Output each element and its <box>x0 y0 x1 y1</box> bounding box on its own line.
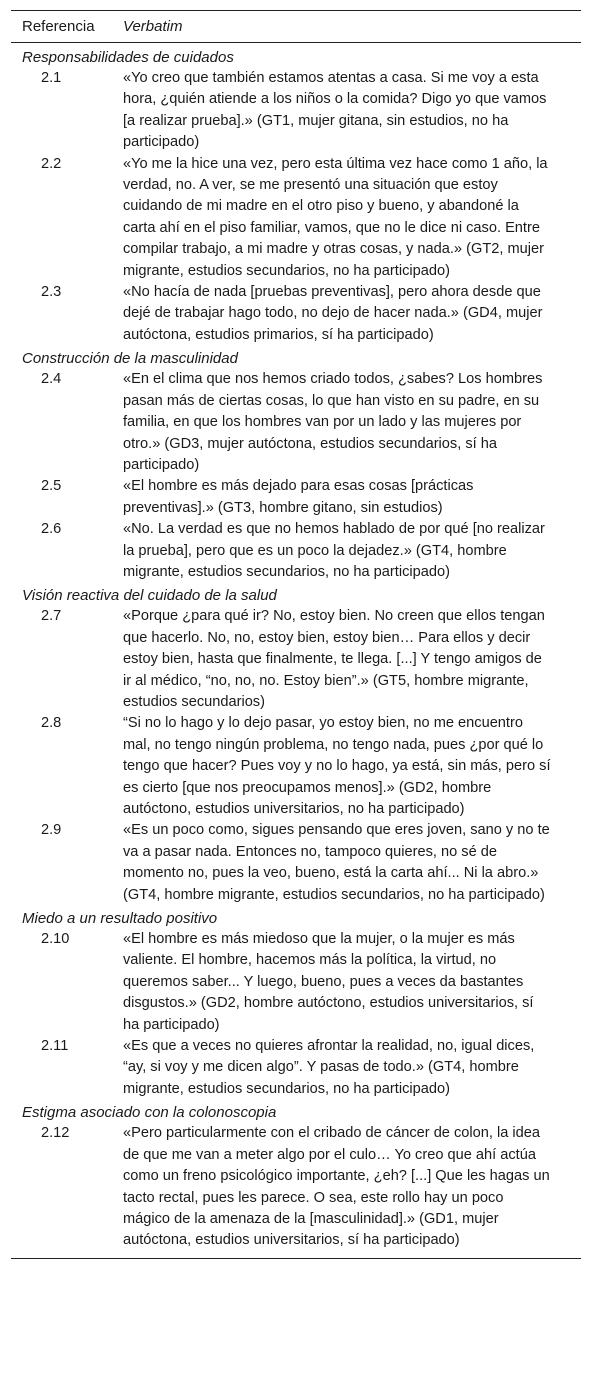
row-verbatim: «Es un poco como, sigues pensando que eres joven, sano y no te va a pasar nada. Entonces no, tampoco quieres, no sé de momento no, pues la veo, bueno, está la carta ahí... Ni la abro.» (GT4, hombre migrante, estudios secundarios, no ha participado) <box>123 822 550 903</box>
table-row <box>11 282 581 346</box>
row-reference: 2.10 <box>41 931 70 948</box>
row-verbatim: «El hombre es más miedoso que la mujer, o la mujer es más valiente. El hombre, hacemos más la política, la virtud, no queremos saber... Y luego, bueno, pues a veces da bastantes disgustos.» (GD2, hombre autóctono, estudios universitarios, sí ha participado) <box>123 931 534 1033</box>
table-row <box>11 369 581 476</box>
table-row <box>11 154 581 282</box>
table-bottom-rule <box>11 1258 581 1259</box>
table-row <box>11 519 581 583</box>
row-verbatim: «Yo creo que también estamos atentas a casa. Si me voy a esta hora, ¿quién atiende a los niños o la comida? Digo yo que vamos [a realizar prueba].» (GT1, mujer gitana, sin estudios, no ha participado) <box>123 70 547 151</box>
row-reference: 2.6 <box>41 521 62 538</box>
row-reference: 2.4 <box>41 371 62 388</box>
row-reference: 2.11 <box>41 1038 69 1055</box>
table-row <box>11 1036 581 1100</box>
table-row <box>11 820 581 906</box>
row-verbatim: «El hombre es más dejado para esas cosas [prácticas preventivas].» (GT3, hombre gitano, sin estudios) <box>123 478 474 516</box>
row-verbatim: «Pero particularmente con el cribado de cáncer de colon, la idea de que me van a meter algo por el culo… Yo creo que ahí actúa como un freno psicológico importante, ¿eh? [...] Que les hagas un tacto rectal, pues les parece. O sea, este rollo hay un poco mágico de la amenaza de la [masculinidad].» (GD1, mujer autóctona, estudios universitarios, sí ha participado) <box>123 1125 550 1249</box>
section-title: Responsabilidades de cuidados <box>22 49 234 66</box>
row-verbatim: “Si no lo hago y lo dejo pasar, yo estoy bien, no me encuentro mal, no tengo ningún problema, no tengo nada, pues ¿por qué lo tengo que hacer? Pues voy y no lo hago, ya está, sin más, pero sí es cierto [que nos preocupamos menos].» (GD2, hombre autóctono, estudios universitarios, no ha participado) <box>123 715 551 817</box>
row-reference: 2.2 <box>41 155 62 172</box>
table-row <box>11 68 581 154</box>
header-referencia: Referencia <box>22 18 95 35</box>
row-verbatim: «En el clima que nos hemos criado todos, ¿sabes? Los hombres pasan más de ciertas cosas, lo que han visto en su padre, en su familia, en que los hombres van por un lado y las mujeres por otro.» (GD3, mujer autóctona, estudios secundarios, sí ha participado) <box>123 371 543 473</box>
section-title: Miedo a un resultado positivo <box>22 910 218 928</box>
row-verbatim: «No. La verdad es que no hemos hablado de por qué [no realizar la prueba], pero que es un poco la dejadez.» (GT4, hombre migrante, estudios secundarios, no ha participado) <box>123 521 545 580</box>
table-body <box>11 43 581 1258</box>
section-title: Visión reactiva del cuidado de la salud <box>22 587 277 605</box>
row-reference: 2.8 <box>41 715 62 732</box>
row-verbatim: «Yo me la hice una vez, pero esta última vez hace como 1 año, la verdad, no. A ver, se me presentó una situación que estoy cuidando de mi madre en el otro piso y bueno, y abandoné la carta ahí en el piso familiar, vamos, que no le dice ni caso. Entre compilar trabajo, a mi madre y otras cosas, y nada.» (GT2, mujer migrante, estudios secundarios, no ha participado) <box>123 155 548 279</box>
table-row <box>11 606 581 713</box>
verbatim-table <box>11 10 581 1259</box>
row-reference: 2.7 <box>41 608 62 625</box>
table-row <box>11 713 581 820</box>
row-reference: 2.5 <box>41 478 62 495</box>
row-verbatim: «Porque ¿para qué ir? No, estoy bien. No creen que ellos tengan que hacerlo. No, no, estoy bien, estoy bien… Para ellos y decir estoy bien, hasta que finalmente, te llega. [...] Y tengo amigos de ir al médico, “no, no, no. Estoy bien”.» (GT5, hombre migrante, estudios secundarios) <box>123 608 545 710</box>
row-verbatim: «Es que a veces no quieres afrontar la realidad, no, igual dices, “ay, si voy y me dicen algo”. Y pasas de todo.» (GT4, hombre migrante, estudios secundarios, no ha participado) <box>123 1038 535 1097</box>
row-reference: 2.3 <box>41 284 62 301</box>
header-verbatim: Verbatim <box>123 18 183 35</box>
row-reference: 2.1 <box>41 70 62 86</box>
section-title: Construcción de la masculinidad <box>22 350 238 368</box>
section-title: Estigma asociado con la colonoscopia <box>22 1104 277 1122</box>
table-header <box>11 11 581 42</box>
row-reference: 2.12 <box>41 1125 70 1142</box>
table-row <box>11 1123 581 1251</box>
table-row <box>11 476 581 519</box>
row-reference: 2.9 <box>41 822 62 839</box>
row-verbatim: «No hacía de nada [pruebas preventivas], pero ahora desde que dejé de trabajar hago todo, no dejo de hacer nada.» (GD4, mujer autóctona, estudios primarios, sí ha participado) <box>123 284 543 343</box>
table-row <box>11 929 581 1036</box>
